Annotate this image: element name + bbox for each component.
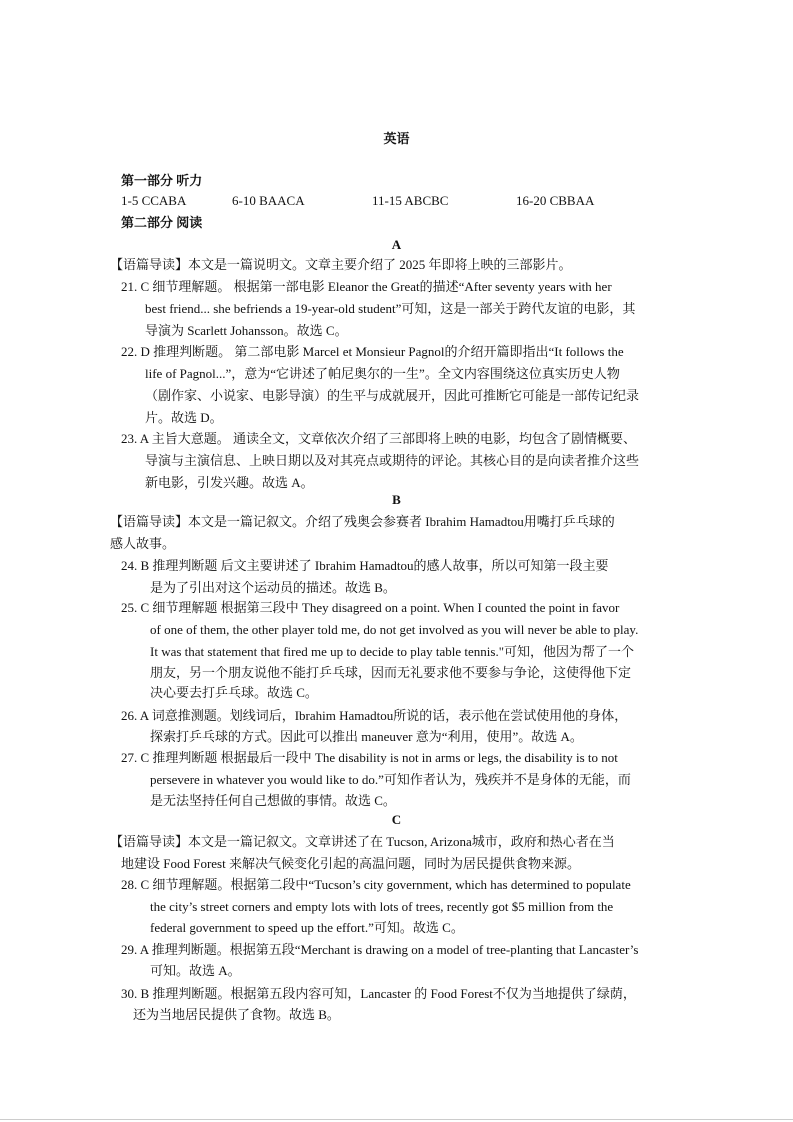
answer-group: 1-5 CCABA (121, 193, 187, 208)
question-answer-line: 29. A 推理判断题。根据第五段“Merchant is drawing on a model of tree-planting that Lancaster’s (121, 942, 639, 957)
question-explanation-line: 朋友，另一个朋友说他不能打乒乓球，因而无礼要求他不要参与争论，这使得他下定 (150, 665, 632, 680)
question-answer-line: 26. A 词意推测题。划线词后，Ibrahim Hamadtou所说的话，表示他在尝试使用他的身体， (121, 708, 628, 723)
passage-intro-line: 【语篇导读】本文是一篇说明文。文章主要介绍了 2025 年即将上映的三部影片。 (110, 257, 572, 272)
question-answer-line: 24. B 推理判断题 后文主要讲述了 Ibrahim Hamadtou的感人故事，所以可知第一段主要 (121, 558, 609, 573)
page-bottom-rule (0, 1119, 793, 1120)
question-explanation-line: 导演与主演信息、上映日期以及对其亮点或期待的评论。其核心目的是向读者推介这些 (145, 453, 640, 468)
question-answer-line: 30. B 推理判断题。根据第五段内容可知，Lancaster 的 Food Forest不仅为当地提供了绿荫， (121, 986, 636, 1001)
part1-heading: 第一部分 听力 (121, 173, 203, 188)
question-explanation-line: 导演为 Scarlett Johansson。故选 C。 (145, 323, 348, 338)
part2-heading: 第二部分 阅读 (121, 215, 203, 230)
passage-intro-line: 感人故事。 (110, 536, 176, 551)
passage-intro-line: 【语篇导读】本文是一篇记叙文。文章讲述了在 Tucson, Arizona城市，政府和热心者在当 (110, 834, 615, 849)
question-explanation-line: （剧作家、小说家、电影导演）的生平与成就展开，因此可推断它可能是一部传记纪录 (145, 388, 640, 403)
question-answer-line: 22. D 推理判断题。 第二部电影 Marcel et Monsieur Pagnol的介绍开篇即指出“It follows the (121, 344, 624, 359)
question-explanation-line: 新电影，引发兴趣。故选 A。 (145, 475, 314, 490)
document-title: 英语 (383, 131, 410, 146)
section-heading: B (392, 492, 401, 507)
answer-group: 6-10 BAACA (232, 193, 305, 208)
question-explanation-line: 是无法坚持任何自己想做的事情。故选 C。 (150, 793, 396, 808)
question-explanation-line: persevere in whatever you would like to do.”可知作者认为，残疾并不是身体的无能，而 (150, 772, 631, 787)
question-answer-line: 21. C 细节理解题。 根据第一部电影 Eleanor the Great的描述“After seventy years with her (121, 279, 612, 294)
answer-group: 16-20 CBBAA (516, 193, 595, 208)
passage-intro-line: 【语篇导读】本文是一篇记叙文。介绍了残奥会参赛者 Ibrahim Hamadtou用嘴打乒乓球的 (110, 514, 615, 529)
question-explanation-line: 还为当地居民提供了食物。故选 B。 (133, 1007, 340, 1022)
question-explanation-line: 可知。故选 A。 (150, 963, 241, 978)
question-answer-line: 25. C 细节理解题 根据第三段中 They disagreed on a point. When I counted the point in favor (121, 600, 620, 615)
question-explanation-line: 探索打乒乓球的方式。因此可以推出 maneuver 意为“利用，使用”。故选 A。 (150, 729, 583, 744)
question-explanation-line: It was that statement that fired me up to decide to play table tennis."可知，他因为帮了一个 (150, 644, 635, 659)
question-explanation-line: best friend... she befriends a 19-year-old student”可知，这是一部关于跨代友谊的电影，其 (145, 301, 636, 316)
question-answer-line: 27. C 推理判断题 根据最后一段中 The disability is not in arms or legs, the disability is to not (121, 750, 618, 765)
section-heading: C (391, 812, 402, 827)
question-answer-line: 23. A 主旨大意题。 通读全文，文章依次介绍了三部即将上映的电影，均包含了剧情概要、 (121, 431, 636, 446)
question-explanation-line: of one of them, the other player told me, do not get involved as you will never be able to play. (150, 622, 639, 637)
question-answer-line: 28. C 细节理解题。根据第二段中“Tucson’s city government, which has determined to populate (121, 877, 631, 892)
question-explanation-line: life of Pagnol...”，意为“它讲述了帕尼奥尔的一生”。全文内容围绕这位真实历史人物 (145, 366, 620, 381)
section-heading: A (391, 237, 402, 252)
question-explanation-line: 决心要去打乒乓球。故选 C。 (150, 685, 318, 700)
passage-intro-line: 地建设 Food Forest 来解决气候变化引起的高温问题，同时为居民提供食物来源。 (121, 856, 580, 871)
question-explanation-line: 是为了引出对这个运动员的描述。故选 B。 (150, 580, 396, 595)
question-explanation-line: federal government to speed up the effort.”可知。故选 C。 (150, 920, 464, 935)
question-explanation-line: the city’s street corners and empty lots with lots of trees, recently got $5 million from the (150, 899, 614, 914)
answer-group: 11-15 ABCBC (372, 193, 449, 208)
question-explanation-line: 片。故选 D。 (145, 410, 223, 425)
